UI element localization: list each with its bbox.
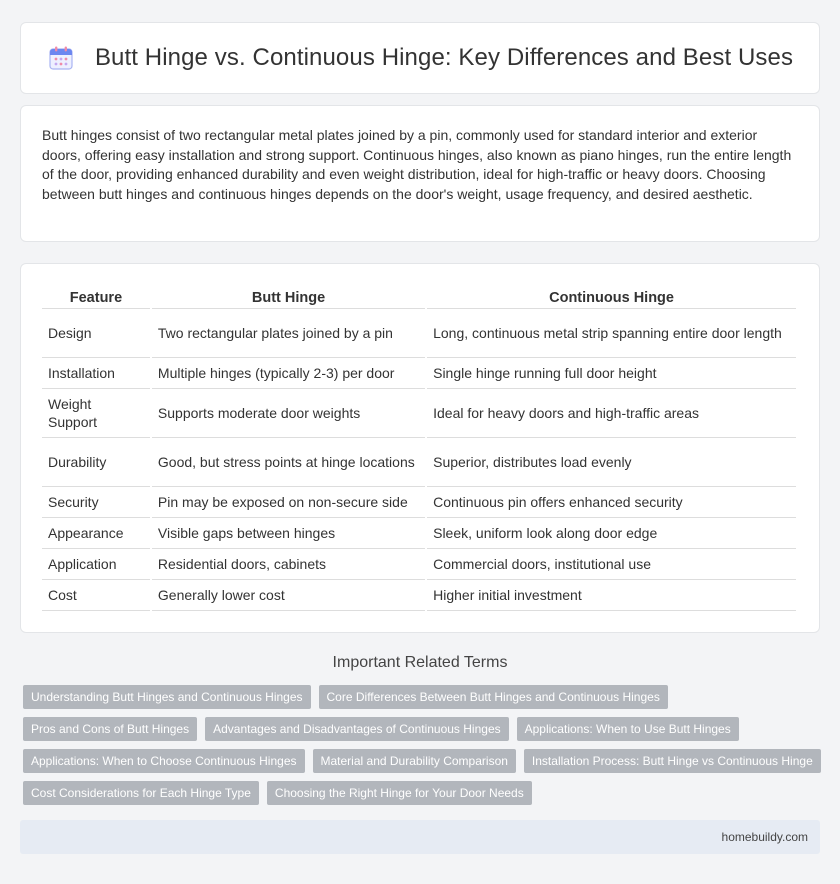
cell-feature: Appearance — [42, 518, 150, 549]
cell-butt: Residential doors, cabinets — [152, 549, 425, 580]
cell-continuous: Continuous pin offers enhanced security — [427, 487, 796, 518]
related-tag[interactable]: Pros and Cons of Butt Hinges — [23, 717, 197, 741]
cell-butt: Visible gaps between hinges — [152, 518, 425, 549]
table-row — [42, 438, 796, 487]
comparison-table — [40, 287, 798, 611]
page-title: Butt Hinge vs. Continuous Hinge: Key Differences and Best Uses — [94, 44, 794, 71]
related-tag[interactable]: Core Differences Between Butt Hinges and Continuous Hinges — [319, 685, 668, 709]
cell-feature: Security — [42, 487, 150, 518]
cell-feature: Design — [42, 309, 150, 358]
cell-butt: Two rectangular plates joined by a pin — [152, 309, 425, 358]
intro-card — [20, 105, 820, 242]
footer — [20, 820, 820, 854]
related-tag[interactable]: Applications: When to Use Butt Hinges — [517, 717, 739, 741]
cell-continuous: Superior, distributes load evenly — [427, 438, 796, 487]
related-tag[interactable]: Cost Considerations for Each Hinge Type — [23, 781, 259, 805]
cell-feature: Cost — [42, 580, 150, 611]
header-butt-hinge: Butt Hinge — [152, 287, 425, 309]
cell-continuous: Single hinge running full door height — [427, 358, 796, 389]
cell-butt: Good, but stress points at hinge locations — [152, 438, 425, 487]
cell-continuous: Higher initial investment — [427, 580, 796, 611]
title-wrap — [47, 44, 793, 72]
related-terms-heading: Important Related Terms — [332, 654, 508, 671]
table-row — [42, 549, 796, 580]
cell-butt: Generally lower cost — [152, 580, 425, 611]
cell-continuous: Long, continuous metal strip spanning entire door length — [427, 309, 796, 358]
cell-feature: Application — [42, 549, 150, 580]
related-tag[interactable]: Installation Process: Butt Hinge vs Continuous Hinge — [524, 749, 821, 773]
title-card — [20, 22, 820, 94]
related-tag[interactable]: Choosing the Right Hinge for Your Door Needs — [267, 781, 532, 805]
table-header-row — [42, 287, 796, 309]
related-tags — [23, 685, 823, 805]
comparison-card — [20, 263, 820, 633]
cell-butt: Pin may be exposed on non-secure side — [152, 487, 425, 518]
header-continuous-hinge: Continuous Hinge — [427, 287, 796, 309]
table-row — [42, 518, 796, 549]
cell-continuous: Ideal for heavy doors and high-traffic areas — [427, 389, 796, 438]
cell-feature: Weight Support — [42, 389, 150, 438]
table-row — [42, 309, 796, 358]
cell-butt: Supports moderate door weights — [152, 389, 425, 438]
cell-continuous: Sleek, uniform look along door edge — [427, 518, 796, 549]
footer-site[interactable]: homebuildy.com — [721, 830, 808, 844]
intro-paragraph: Butt hinges consist of two rectangular metal plates joined by a pin, commonly used for standard interior and exterior doors, offering easy installation and strong support. Continuous hinges, also known as piano hinges, run the entire length of the door, providing enhanced durability and even weight distribution, ideal for high-traffic or heavy doors. Choosing between butt hinges and continuous hinges depends on the door's weight, usage frequency, and desired aesthetic. — [42, 127, 792, 202]
calendar-icon — [47, 44, 75, 72]
cell-feature: Durability — [42, 438, 150, 487]
table-row — [42, 487, 796, 518]
related-tag[interactable]: Advantages and Disadvantages of Continuous Hinges — [205, 717, 509, 741]
table-row — [42, 358, 796, 389]
header-feature: Feature — [42, 287, 150, 309]
related-tag[interactable]: Material and Durability Comparison — [313, 749, 516, 773]
table-row — [42, 580, 796, 611]
cell-butt: Multiple hinges (typically 2-3) per door — [152, 358, 425, 389]
table-row — [42, 389, 796, 438]
related-tag[interactable]: Applications: When to Choose Continuous Hinges — [23, 749, 305, 773]
cell-continuous: Commercial doors, institutional use — [427, 549, 796, 580]
cell-feature: Installation — [42, 358, 150, 389]
related-tag[interactable]: Understanding Butt Hinges and Continuous Hinges — [23, 685, 311, 709]
